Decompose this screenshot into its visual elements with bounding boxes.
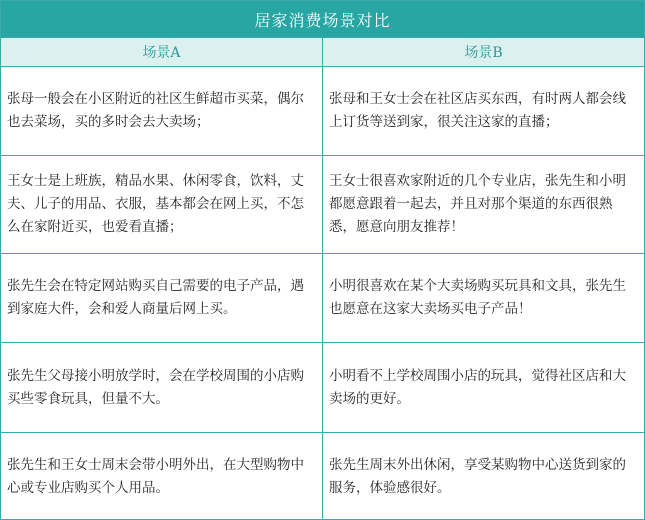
cell-scenario-a bbox=[1, 433, 322, 520]
cell-scenario-b bbox=[322, 67, 644, 155]
cell-text: 张先生周末外出休闲，享受某购物中心送货到家的服务，体验感很好。 bbox=[329, 456, 626, 496]
cell-text: 小明看不上学校周围小店的玩具，觉得社区店和大卖场的更好。 bbox=[329, 367, 626, 407]
header-scenario-a: 场景A bbox=[142, 45, 181, 61]
cell-scenario-b bbox=[322, 254, 644, 342]
cell-text: 张先生会在特定网站购买自己需要的电子产品，遇到家庭大件，会和爱人商量后网上买。 bbox=[7, 278, 304, 317]
cell-scenario-a bbox=[1, 156, 322, 253]
cell-scenario-b bbox=[322, 343, 644, 432]
cell-scenario-a bbox=[1, 343, 322, 432]
table-header-row bbox=[1, 37, 644, 66]
header-scenario-b: 场景B bbox=[322, 38, 644, 66]
cell-text: 张先生父母接小明放学时，会在学校周围的小店购买些零食玩具，但量不大。 bbox=[7, 367, 304, 407]
table-row bbox=[1, 432, 644, 520]
cell-text: 张先生和王女士周末会带小明外出，在大型购物中心或专业店购买个人用品。 bbox=[7, 456, 304, 496]
cell-scenario-b bbox=[322, 156, 644, 253]
cell-scenario-a bbox=[1, 254, 322, 342]
cell-text: 王女士很喜欢家附近的几个专业店，张先生和小明都愿意跟着一起去，并且对那个渠道的东西很熟悉，愿意向朋友推荐！ bbox=[329, 173, 626, 235]
table-row bbox=[1, 155, 644, 253]
cell-text: 张母一般会在小区附近的社区生鲜超市买菜，偶尔也去菜场，买的多时会去大卖场； bbox=[7, 91, 304, 130]
cell-text: 王女士是上班族，精品水果、休闲零食，饮料，丈夫、儿子的用品、衣服，基本都会在网上买，不怎么在家附近买，也爱看直播； bbox=[7, 173, 304, 235]
cell-text: 小明很喜欢在某个大卖场购买玩具和文具，张先生也愿意在这家大卖场买电子产品！ bbox=[329, 278, 626, 317]
cell-scenario-a bbox=[1, 67, 322, 155]
cell-scenario-b bbox=[322, 433, 644, 520]
table-row bbox=[1, 66, 644, 155]
table-row bbox=[1, 342, 644, 432]
table-title: 居家消费场景对比 bbox=[1, 1, 644, 37]
cell-text: 张母和王女士会在社区店买东西，有时两人都会线上订货等送到家，很关注这家的直播； bbox=[329, 91, 626, 130]
table-row bbox=[1, 253, 644, 342]
